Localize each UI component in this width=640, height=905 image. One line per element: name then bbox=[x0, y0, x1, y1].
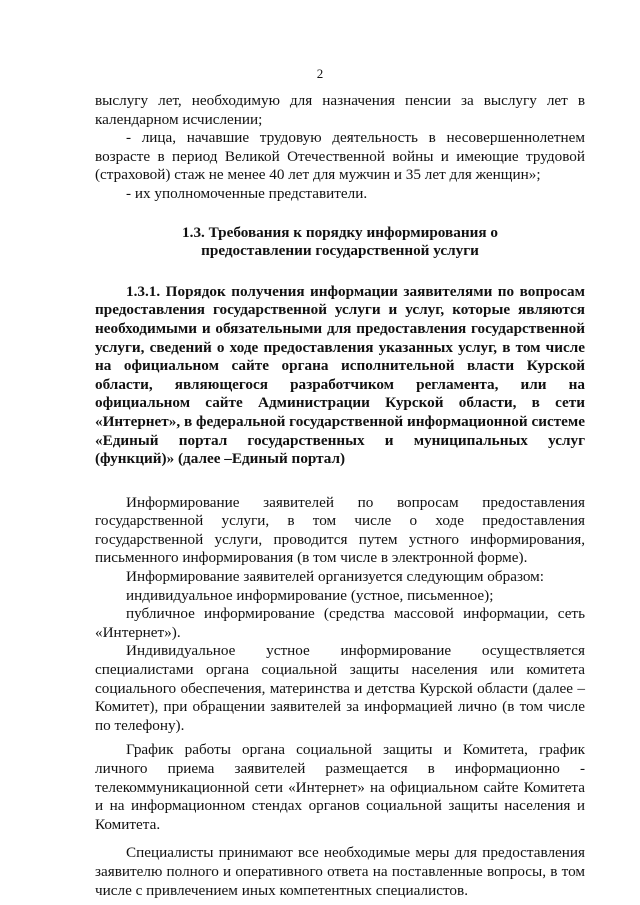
subsection-heading: 1.3.1. Порядок получения информации заявителями по вопросам предоставления государственной услуги и услуг, которые являются необходимыми и обязательными для предоставления государственной услуги, сведений о ходе предоставления указанных услуг, в том числе на официальном сайте органа исполнительной власти Курской области, являющегося разработчиком регламента, или на официальном сайте Администрации Курской области, в сети «Интернет», в федеральной государственной информационной системе «Единый портал государственных и муниципальных услуг (функций)» (далее –Единый портал) bbox=[95, 282, 585, 468]
paragraph-schedule: График работы органа социальной защиты и Комитета, график личного приема заявителей размещается в информационно - телекоммуникационной сети «Интернет» на официальном сайте Комитета и на информационном стендах органов социальной защиты населения и Комитета. bbox=[95, 741, 585, 833]
paragraph-list-item-representatives: - их уполномоченные представители. bbox=[126, 184, 368, 202]
page-number: 2 bbox=[316, 66, 324, 81]
paragraph-informing: Информирование заявителей по вопросам предоставления государственной услуги, в том числе о ходе предоставления государственной услуги, проводится путем устного информирования, письменного информирования (в том числе в электронной форме). bbox=[95, 493, 585, 567]
paragraph-organization: Информирование заявителей организуется следующим образом: bbox=[126, 568, 545, 586]
document-body bbox=[95, 92, 585, 900]
paragraph-oral-informing: Индивидуальное устное информирование осуществляется специалистами органа социальной защиты населения или комитета социального обеспечения, материнства и детства Курской области (далее – Комитет), при обращении заявителей за информацией лично (в том числе по телефону). bbox=[95, 642, 585, 734]
paragraph-public: публичное информирование (средства массовой информации, сеть «Интернет»). bbox=[95, 605, 585, 641]
paragraph-continuation: выслугу лет, необходимую для назначения пенсии за выслугу лет в календарном исчислении; bbox=[95, 92, 585, 128]
paragraph-individual: индивидуальное информирование (устное, письменное); bbox=[126, 586, 494, 604]
section-heading: 1.3. Требования к порядку информирования о предоставлении государственной услуги bbox=[182, 223, 498, 260]
paragraph-list-item-minors: - лица, начавшие трудовую деятельность в несовершеннолетнем возрасте в период Великой Отечественной войны и имеющие трудовой (страховой) стаж не менее 40 лет для мужчин и 35 лет для женщин»; bbox=[95, 129, 585, 184]
paragraph-specialists: Специалисты принимают все необходимые меры для предоставления заявителю полного и оперативного ответа на поставленные вопросы, в том числе с привлечением иных компетентных специалистов. bbox=[95, 844, 585, 899]
